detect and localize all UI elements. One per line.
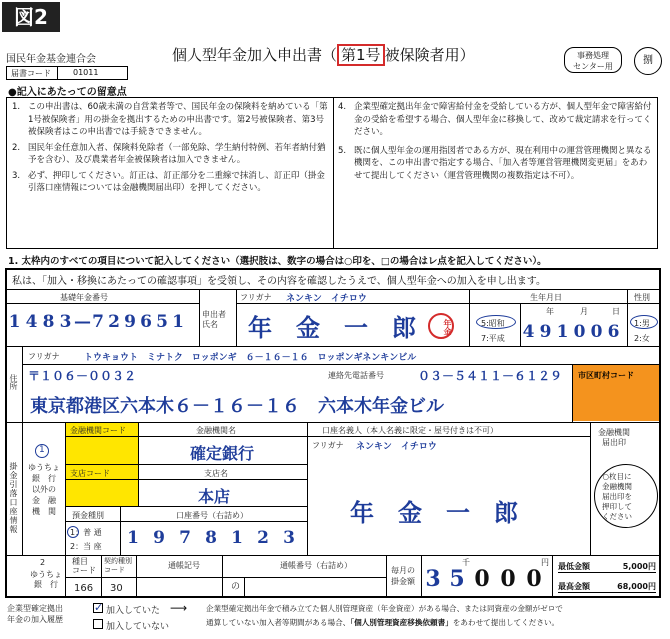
confirm-text: 私は、「加入・移換にあたっての確認事項」を受領し、その内容を確認したうえで、個人型年金への加入を申し出ます。	[12, 276, 546, 287]
dob-month-unit: 月	[580, 307, 588, 316]
pension-digit: 8	[42, 312, 55, 332]
no-mark: の	[231, 582, 241, 592]
corp-not-joined-label: 加入していない	[106, 622, 170, 632]
symbol-type-value: 166	[74, 583, 94, 594]
yen-unit: 円	[541, 558, 549, 567]
monthly-digit: 0	[474, 566, 490, 592]
dob-digit: 6	[607, 322, 620, 342]
passbook-no-label: 通帳番号（右詰め）	[280, 561, 352, 570]
bank-seal-note: ○枚目に 金融機関 届出印を 押印して ください	[602, 472, 632, 521]
dob-digit: 0	[573, 322, 586, 342]
note-1: 1. この申出書は、60歳未満の自営業者等で、国民年金の保険料を納めている「第1号被保険者」用の掛金を拠出するための申出書です。第2号被保険者、第3号被保険者はこの申出書では手続きできません。	[12, 102, 328, 137]
name-kana: ネンキン イチロウ	[286, 294, 367, 304]
monthly-digit: 5	[449, 566, 465, 592]
min-amount: 最低金額 5,000円	[558, 562, 656, 571]
account-digit: 7	[179, 528, 191, 548]
pension-digit: 5	[156, 312, 168, 332]
corp-note-1: 企業型確定拠出年金で積み立てた個人別管理資産（年金資産）がある場合、または同資産の金額がゼロで	[206, 604, 563, 613]
dob-year-unit: 年	[546, 307, 554, 316]
pension-digit: 4	[25, 312, 38, 332]
account-digit: 3	[283, 528, 295, 548]
account-digit: 2	[257, 528, 269, 548]
furigana-label: フリガナ	[240, 293, 272, 302]
deposit-toza: 2：当 座	[70, 542, 102, 551]
figure-label: 図2	[2, 2, 60, 32]
notes-heading: ●記入にあたっての留意点	[8, 87, 127, 98]
bank-name-label: 金融機関名	[196, 426, 236, 435]
phone-label: 連絡先電話番号	[328, 371, 384, 380]
corp-joined-checkbox[interactable]: ✓	[94, 601, 104, 614]
bank-section-label: 掛金引落口座情報	[9, 462, 18, 534]
address-line: 東京都港区六本木６－１６－１６ 六本木年金ビル	[30, 396, 444, 417]
monthly-label: 毎月の 掛金額	[391, 566, 415, 586]
contract-type-label: 契約種別 コード	[104, 557, 132, 574]
applicant-label: 申出者 氏名	[202, 310, 226, 329]
thousand-unit: 千	[462, 558, 470, 567]
dob-digit: 4	[522, 322, 535, 342]
form-code-box: 届書コード 01011	[6, 66, 128, 80]
account-no-label: 口座番号（右詰め）	[176, 511, 248, 520]
opt1-number: 1	[39, 445, 45, 455]
passbook-symbol-label: 通帳記号	[168, 561, 200, 570]
pension-no-label: 基礎年金番号	[60, 293, 108, 302]
personal-seal: 年金	[428, 313, 454, 339]
opt2-number: 2	[40, 558, 46, 567]
note-4: 4. 企業型確定拠出年金で障害給付金を受給している方が、個人型年金で障害給付金の受給を希望する場合、個人型年金に移換して、改めて裁定請求を行ってください。	[338, 102, 652, 137]
pension-digit: 1	[8, 312, 21, 332]
sex-label: 性別	[634, 293, 650, 302]
holder-name: 年 金 一 郎	[350, 498, 518, 527]
address-label: 住所	[9, 374, 18, 390]
dob-day-unit: 日	[612, 307, 620, 316]
era-heisei: 7:平成	[481, 334, 505, 343]
pension-dash: —	[74, 312, 91, 332]
branch-code-label: 支店コード	[70, 469, 110, 478]
address-kana: トウキョウト ミナトク ロッポンギ ６－１６－１６ ロッポンギネンキンビル	[84, 353, 417, 363]
holder-label: 口座名義人（本人名義に限定・屋号付きは不可）	[322, 426, 498, 435]
era-selected-circle	[476, 315, 516, 329]
pension-digit: 1	[172, 312, 184, 332]
instruction: 1. 太枠内のすべての項目について記入してください（選択肢は、数字の場合は○印を、□の場合はレ点を記入してください）。	[8, 256, 547, 267]
title-highlight: 第1号	[337, 44, 385, 66]
applicant-name: 年 金 一 郎	[248, 313, 416, 342]
deposit-futsu: 1：普 通	[70, 528, 102, 537]
monthly-digit: 3	[425, 566, 441, 592]
yucho-label: ゆうちょ 銀 行	[30, 570, 62, 589]
office-use-box: 事務処理 センター用	[564, 47, 622, 73]
monthly-digit: 0	[526, 566, 542, 592]
corp-not-joined-checkbox[interactable]	[93, 619, 103, 629]
era-showa: 5:昭和	[481, 319, 505, 328]
pension-digit: 9	[124, 312, 136, 332]
sex-male: 1:男	[634, 319, 650, 328]
monthly-digit: 0	[500, 566, 516, 592]
note-3: 3. 必ず、押印してください。訂正は、訂正部分を二重線で抹消し、訂正印（掛金引落口座情報については金融機関届出印）を押してください。	[12, 170, 325, 193]
pension-digit: 3	[59, 312, 72, 332]
postal-code: 〒１０６－００３２	[28, 369, 137, 383]
sex-selected-circle	[630, 315, 658, 329]
bank-name: 確定銀行	[190, 444, 255, 463]
addr-furigana-label: フリガナ	[28, 352, 60, 361]
account-digit: 1	[231, 528, 243, 548]
corp-joined-label: 加入していた	[106, 606, 161, 616]
pension-digit: 7	[92, 312, 104, 332]
symbol-type-label: 種目 コード	[72, 557, 96, 575]
bank-code-label: 金融機関コード	[70, 426, 126, 435]
holder-furigana-label: フリガナ	[312, 441, 344, 450]
account-digit: 9	[153, 528, 165, 548]
dob-digit: 9	[539, 322, 552, 342]
note-5: 5. 既に個人型年金の運用指図者である方が、現在利用中の運営管理機関と異なる機関を、この申出書で指定する場合、「加入者等運営管理機関変更届」をあわせて提出してください（運営管理機関の複数指定は不可）。	[338, 145, 652, 181]
bank-seal-label: 金融機関 届出印	[598, 428, 630, 447]
note-2: 2. 国民年金任意加入者、保険料免除者（一部免除、学生納付特例、若年者納付猶予を含む）、及び農業者年金被保険者は加入できません。	[12, 142, 326, 165]
org-name: 国民年金基金連合会	[6, 54, 96, 65]
notes-right	[338, 101, 654, 182]
punch-mark: 捌	[634, 47, 662, 75]
branch-name: 本店	[198, 487, 231, 506]
corp-note-2: 通算していない加入者等期間がある場合、「個人別管理資産移換依頼書」をあわせて提出してください。	[206, 618, 560, 627]
dob-label: 生年月日	[530, 293, 562, 302]
dob-digit: 1	[556, 322, 569, 342]
phone-number: ０３－５４１１－６１２９	[418, 369, 563, 383]
deposit-type-label: 預金種別	[72, 511, 104, 520]
account-digit: 8	[205, 528, 217, 548]
sex-female: 2:女	[634, 334, 650, 343]
max-amount: 最高金額 68,000円	[558, 582, 656, 591]
yucho-other-label: ゆうちょ 銀 行 以外の 金 融 機 関	[28, 463, 60, 516]
form-title: 個人型年金加入申出書（ 第1号 被保険者用）	[172, 46, 475, 64]
pension-digit: 6	[140, 312, 152, 332]
holder-kana: ネンキン イチロウ	[356, 442, 437, 452]
notes-left	[12, 101, 330, 195]
dob-digit: 0	[590, 322, 603, 342]
account-digit: 1	[127, 528, 139, 548]
contract-type-value: 30	[110, 583, 123, 594]
branch-name-label: 支店名	[204, 469, 228, 478]
corp-history-label: 企業型確定拠出 年金の加入履歴	[7, 604, 63, 624]
pension-digit: 2	[108, 312, 120, 332]
city-code-label: 市区町村コード	[578, 371, 634, 380]
arrow-icon: ⟶	[170, 601, 188, 615]
